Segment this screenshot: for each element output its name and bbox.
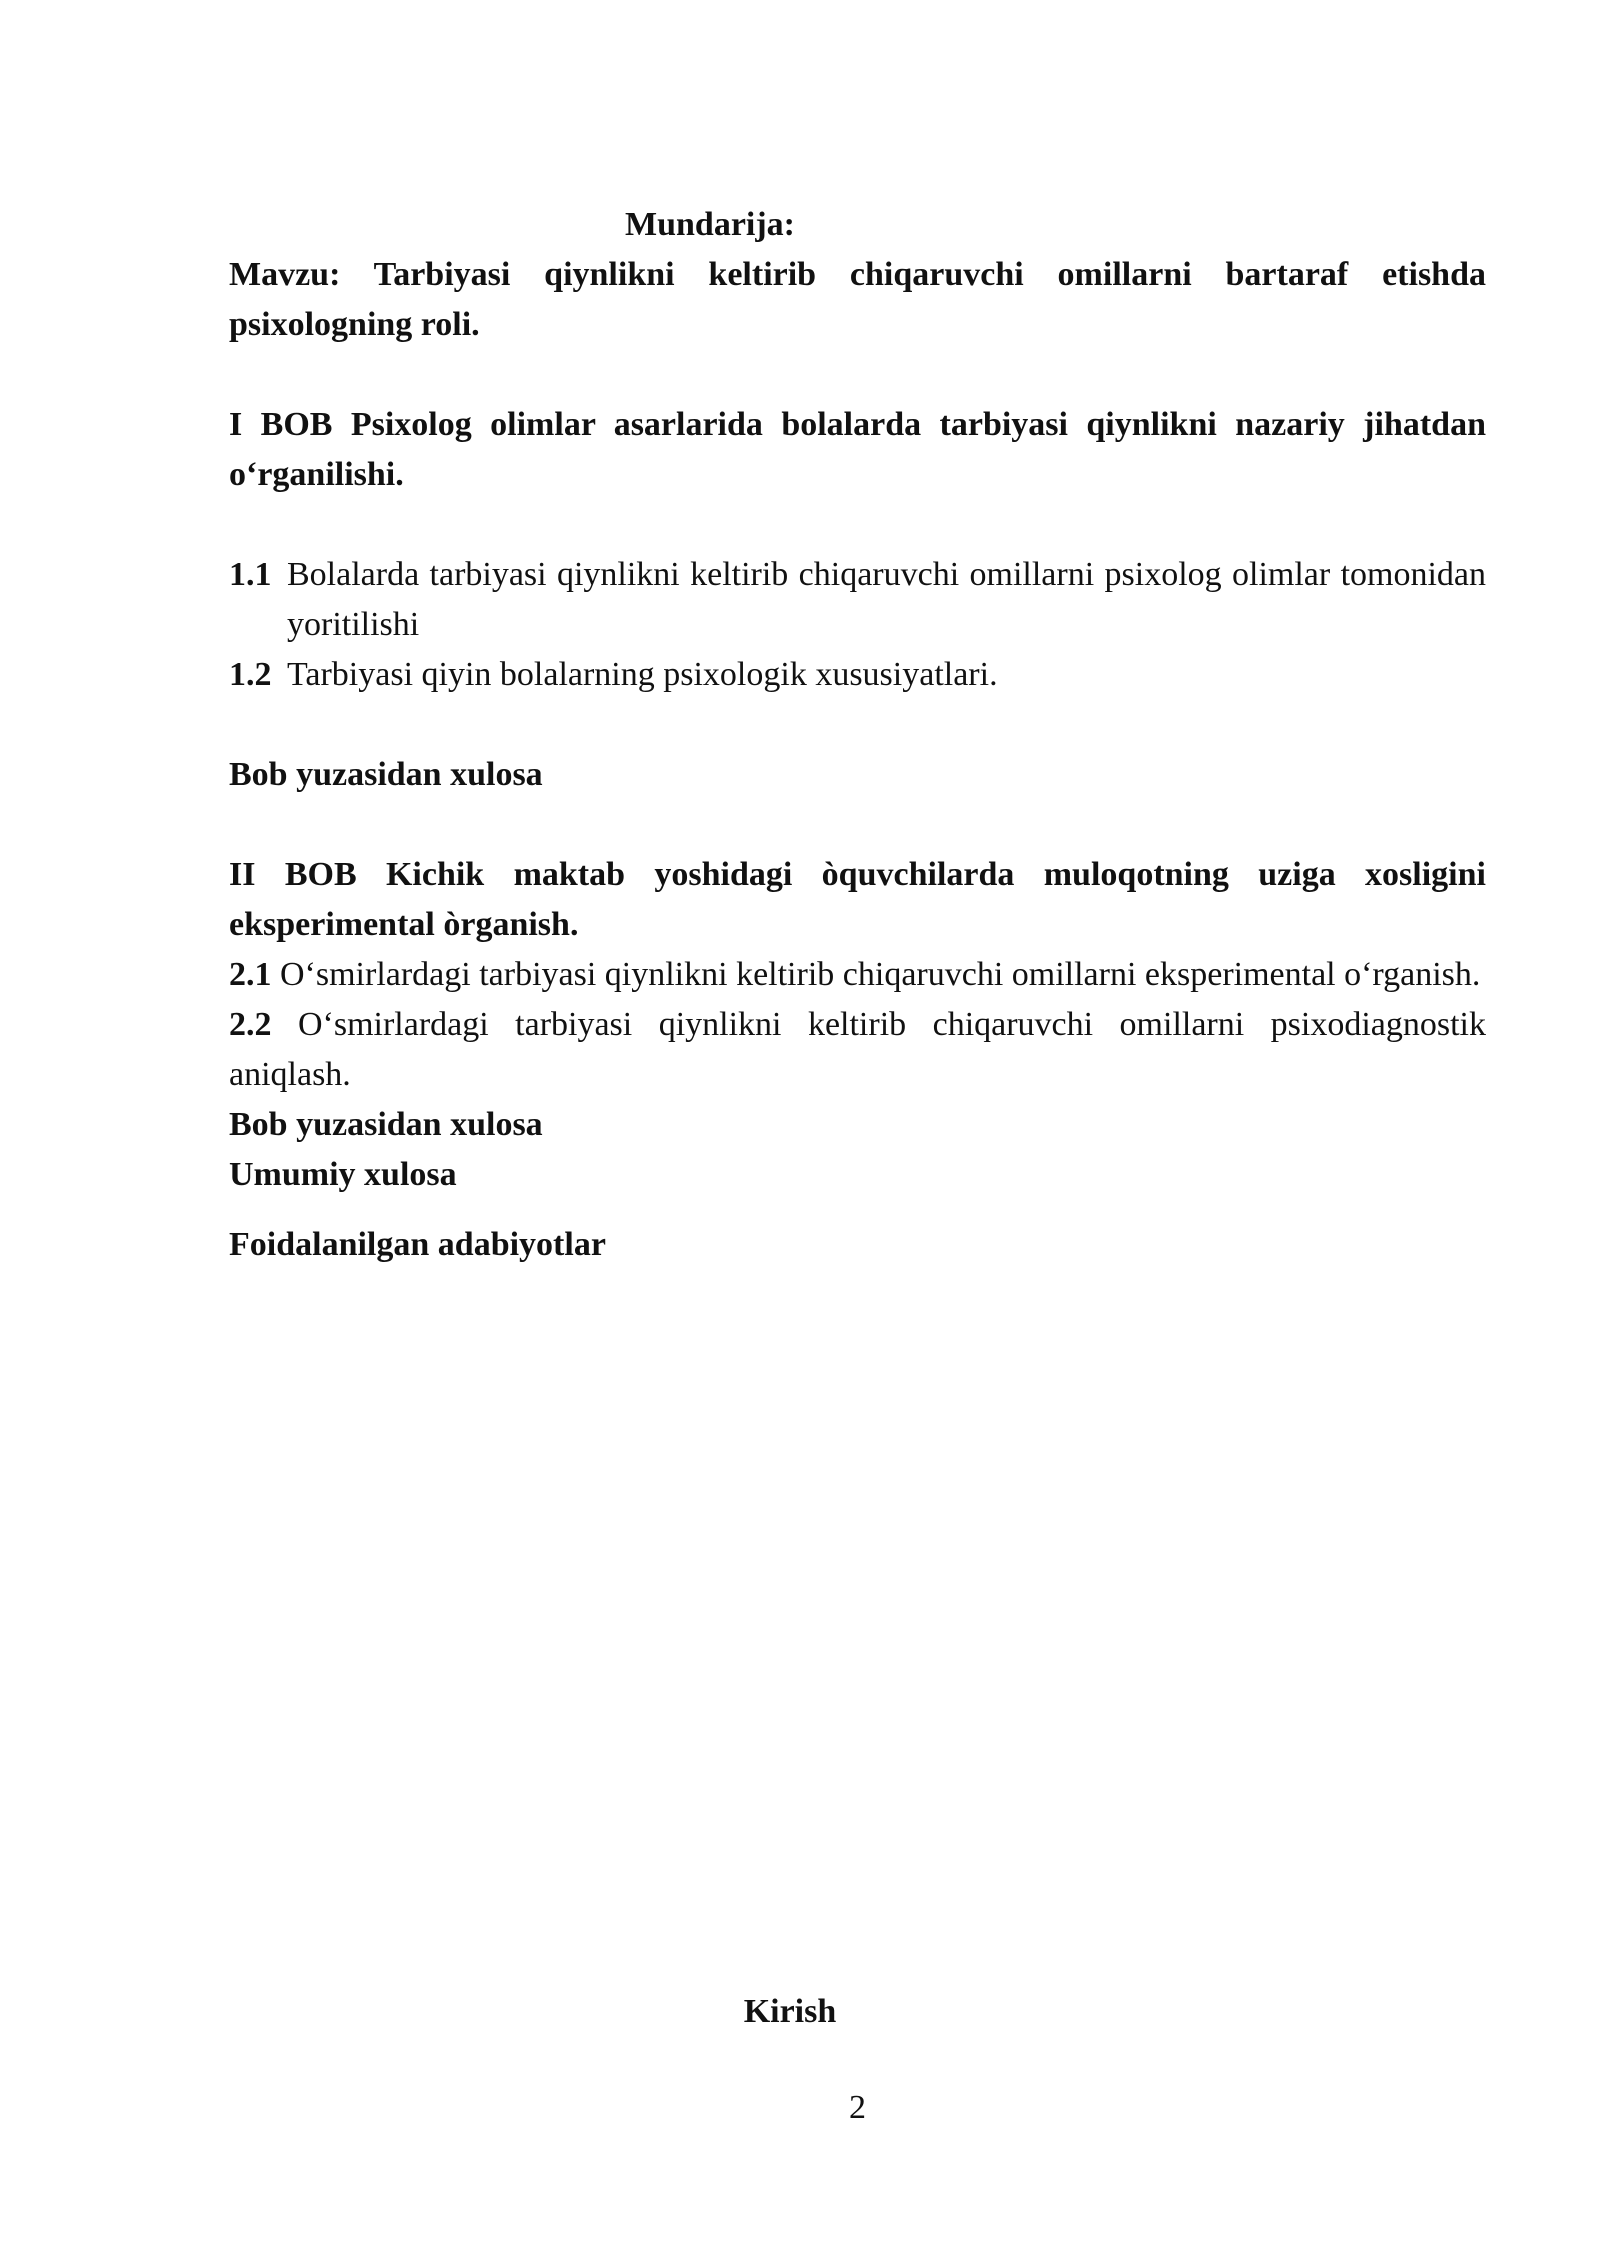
toc-item-text: Bolalarda tarbiyasi qiynlikni keltirib chiqaruvchi omillarni psixolog olimlar tomonidan yoritilishi (287, 556, 1486, 643)
toc-item-2-1 (229, 950, 1486, 1000)
references: Foidalanilgan adabiyotlar (229, 1226, 606, 1263)
topic-line: Mavzu: Tarbiyasi qiynlikni keltirib chiqaruvchi omillarni bartaraf etishda psixologning roli. (229, 256, 1486, 343)
toc-item-number: 2.2 (229, 1006, 298, 1043)
toc-item-text: O‘smirlardagi tarbiyasi qiynlikni keltirib chiqaruvchi omillarni eksperimental o‘rganish. (280, 956, 1481, 993)
chapter-1-heading: I BOB Psixolog olimlar asarlarida bolalarda tarbiyasi qiynlikni nazariy jihatdan o‘rganilishi. (229, 406, 1486, 493)
toc-item-number: 2.1 (229, 956, 280, 993)
toc-item-text: Tarbiyasi qiyin bolalarning psixologik xususiyatlari. (287, 656, 998, 693)
chapter-1-conclusion: Bob yuzasidan xulosa (229, 756, 543, 793)
general-conclusion: Umumiy xulosa (229, 1156, 457, 1193)
chapter-2-heading: II BOB Kichik maktab yoshidagi òquvchilarda muloqotning uziga xosligini eksperimental òrganish. (229, 856, 1486, 943)
toc-item-1-2 (229, 650, 1486, 700)
toc-title: Mundarija: (625, 206, 795, 243)
chapter-2-conclusion: Bob yuzasidan xulosa (229, 1106, 543, 1143)
next-section-title: Kirish (743, 1993, 837, 2030)
toc-item-1-1 (229, 550, 1486, 650)
toc-item-text: O‘smirlardagi tarbiyasi qiynlikni keltirib chiqaruvchi omillarni psixodiagnostik aniqlash. (229, 1006, 1487, 1093)
toc-item-2-2 (229, 1000, 1486, 1100)
toc-item-number: 1.2 (229, 656, 272, 693)
toc-item-number: 1.1 (229, 556, 272, 593)
table-of-contents (229, 200, 1486, 1270)
page-number: 2 (849, 2089, 866, 2126)
